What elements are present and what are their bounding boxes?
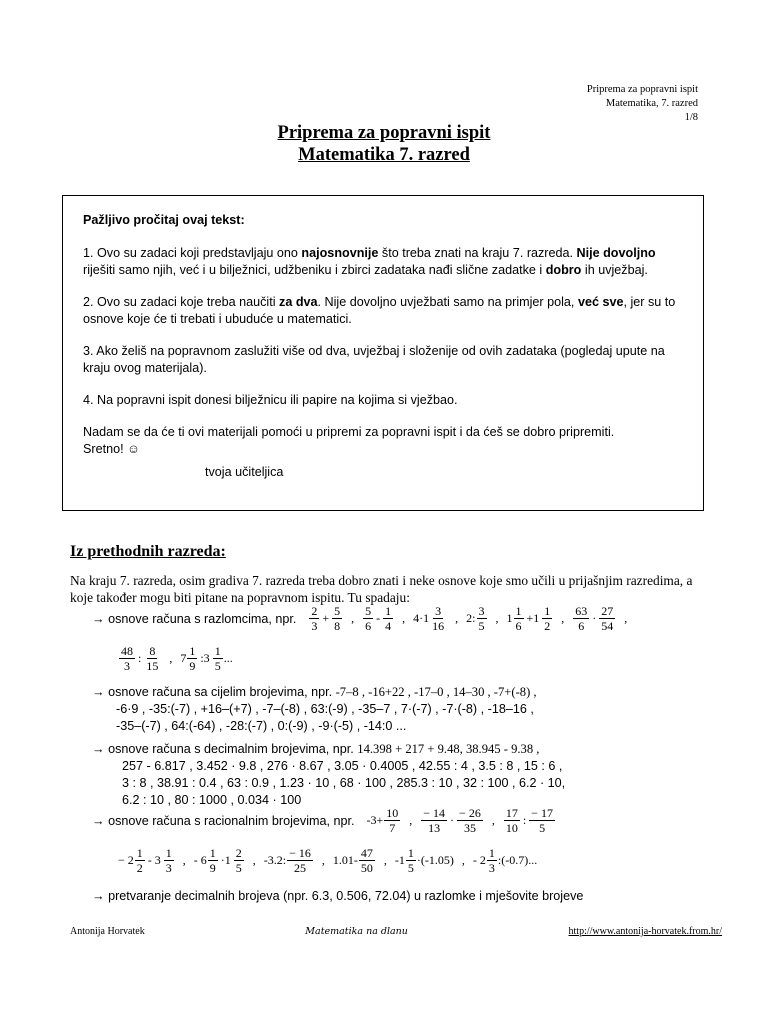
title-line-1: Priprema za popravni ispit bbox=[277, 123, 491, 143]
conversion-line: → pretvaranje decimalnih brojeva (npr. 6.3, 0.506, 72.04) u razlomke i mješovite brojeve bbox=[92, 889, 584, 903]
notice-paragraph-5: Nadam se da će ti ovi materijali pomoći u pripremi za popravni ispit i da ćeš se dobro pripremiti. Sretno! ☺ bbox=[83, 425, 615, 456]
rationals-label: → osnove računa s racionalnim brojevima, npr. bbox=[92, 813, 355, 828]
footer-url-link[interactable]: http://www.antonija-horvatek.from.hr/ bbox=[568, 926, 722, 937]
decimals-line-2: 257 - 6.817 , 3.452 · 9.8 , 276 · 8.67 , 3.05 · 0.4005 , 42.55 : 4 , 3.5 : 8 , 15 : 6 , bbox=[122, 759, 563, 773]
fractions-examples-row-2: $\frac{48}{3}$ : $\frac{8}{15}$ , 7 $\frac{1}{9}$ :3 $\frac{1}{5}$ ... bbox=[121, 644, 233, 673]
header-line-1: Priprema za popravni ispit bbox=[586, 84, 698, 95]
integers-line-2: -6·9 , -35:(-7) , +16–(+7) , -7–(-8) , 63:(-9) , -35–7 , 7·(-7) , -7·(-8) , -18–16 , bbox=[116, 702, 534, 716]
rationals-examples-row-1: → osnove računa s racionalnim brojevima, npr. -3+ $\frac{10}{7}$ , $\frac{- 14}{13}$ · $\frac{- 26}{35}$ , $\frac{17}{10}$ : $\frac{- 17}{5}$ bbox=[92, 806, 553, 835]
page-footer bbox=[70, 926, 722, 937]
rationals-examples-row-2: − 2 $\frac{1}{2}$ - 3 $\frac{1}{3}$ , - 6 $\frac{1}{9}$ ·1 $\frac{2}{5}$ , -3.2: $\frac{- 16}{25}$ , 1.01- $\frac{47}{50}$ , -1 $\frac{1}{5}$ ·(-1.05) , - 2 $\frac{1}{3}$ :(-0.7)... bbox=[118, 846, 538, 875]
section-heading: Iz prethodnih razreda: bbox=[70, 543, 226, 560]
header-line-2: Matematika, 7. razred bbox=[605, 98, 698, 109]
fractions-examples-row-1: → osnove računa s razlomcima, npr. $\frac{2}{3}$ + $\frac{5}{8}$ , $\frac{5}{6}$ - $\frac{1}{4}$ , 4·1 $\frac{3}{16}$ , 2: $\frac{3}{5}$ , 1 $\frac{1}{6}$ +1 $\frac{1}{2}$ , $\frac{63}{6}$ · $\frac{27}{54}$ , bbox=[92, 604, 628, 633]
footer-author: Antonija Horvatek bbox=[70, 926, 145, 937]
notice-paragraph-2: 2. Ovo su zadaci koje treba naučiti za dva. Nije dovoljno uvježbati samo na primjer pola, već sve, jer su to osnove koje će ti trebati i ubuduće u matematici. bbox=[83, 295, 676, 326]
decimals-line-3: 3 : 8 , 38.91 : 0.4 , 63 : 0.9 , 1.23 · 10 , 68 · 100 , 285.3 : 10 , 32 : 100 , 6.2 · 10, bbox=[122, 776, 566, 790]
decimals-line-4: 6.2 : 10 , 80 : 1000 , 0.034 · 100 bbox=[122, 793, 302, 807]
notice-paragraph-4: 4. Na popravni ispit donesi bilježnicu ili papire na kojima si vježbao. bbox=[83, 393, 458, 407]
footer-center-title: Matematika na dlanu bbox=[305, 926, 408, 937]
notice-box bbox=[62, 195, 704, 511]
integers-line-3: -35–(-7) , 64:(-64) , -28:(-7) , 0:(-9) , -9·(-5) , -14:0 ... bbox=[116, 719, 407, 733]
section-intro: Na kraju 7. razreda, osim gradiva 7. razreda treba dobro znati i neke osnove koje smo učili u prijašnjim razredima, a koje također mogu biti pitane na popravnom ispitu. Tu spadaju: bbox=[70, 573, 693, 605]
decimals-line-1: → osnove računa s decimalnim brojevima, npr. 14.398 + 217 + 9.48, 38.945 - 9.38 , bbox=[92, 742, 540, 756]
notice-heading: Pažljivo pročitaj ovaj tekst: bbox=[83, 213, 245, 227]
notice-sretno: Sretno! ☺ bbox=[83, 442, 140, 456]
document-title bbox=[0, 122, 768, 166]
notice-paragraph-1: 1. Ovo su zadaci koji predstavljaju ono najosnovnije što treba znati na kraju 7. razreda. Nije dovoljno riješiti samo njih, već i u bilježnici, udžbeniku i zbirci zadataka nađi slične zadatke i dobro ih uvježbaj. bbox=[83, 246, 656, 277]
integers-line-1: → osnove računa sa cijelim brojevima, npr. -7–8 , -16+22 , -17–0 , 14–30 , -7+(-8) , bbox=[92, 685, 537, 699]
fractions-label: → osnove računa s razlomcima, npr. bbox=[92, 611, 297, 626]
title-line-2: Matematika 7. razred bbox=[298, 145, 470, 165]
header-page-number: 1/8 bbox=[684, 112, 698, 123]
notice-paragraph-3: 3. Ako želiš na popravnom zaslužiti više od dva, uvježbaj i složenije od ovih zadataka (pogledaj upute na kraju ovog materijala). bbox=[83, 344, 665, 375]
notice-signature: tvoja učiteljica bbox=[205, 465, 284, 479]
page-header bbox=[587, 83, 698, 125]
